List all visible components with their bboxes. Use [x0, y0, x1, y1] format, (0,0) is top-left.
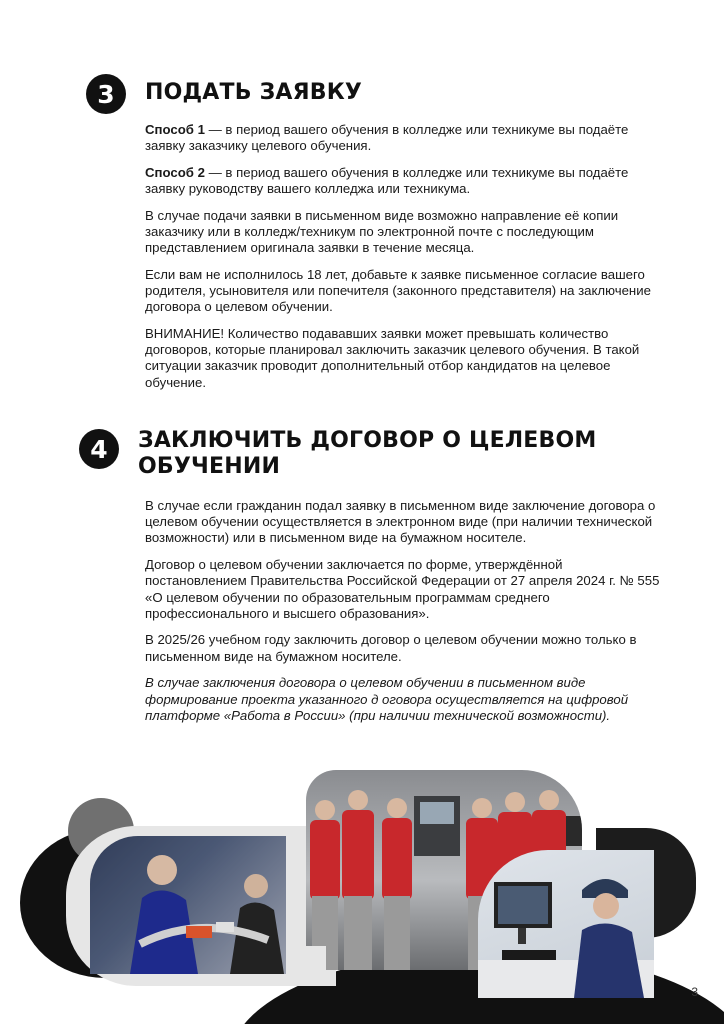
- paragraph: В случае если гражданин подал заявку в письменном виде заключение договора о целевом обучении осуществляется в электронном виде (при наличии технической возможности) или в письменном виде на бумажном носителе.: [145, 498, 656, 546]
- section-body: [145, 122, 660, 401]
- paragraph: Способ 1 — в период вашего обучения в колледже или техникуме вы подаёте заявку заказчику целевого обучения.: [145, 122, 629, 154]
- paragraph: В случае подачи заявки в письменном виде возможно направление её копии заказчику или в колледж/техникум по электронной почте с последующим представлением оригинала заявки в течение месяца.: [145, 207, 619, 256]
- step-number-badge: 3: [86, 74, 126, 114]
- photo-collage: [0, 760, 724, 1024]
- paragraph: Договор о целевом обучении заключается по форме, утверждённой постановлением Правительства Российской Федерации от 27 апреля 2024 г. № 555 «О целевом обучении по образовательным программам среднего профессионального и высшего образования».: [145, 557, 660, 621]
- paragraph: ВНИМАНИЕ! Количество подававших заявки может превышать количество договоров, которые планировал заключить заказчик целевого обучения. В такой ситуации заказчик проводит дополнительный отбор кандидатов на целевое обучение.: [145, 326, 640, 390]
- decorative-frame: [286, 946, 326, 986]
- section-body: [145, 498, 660, 734]
- computer-illustration: [478, 850, 654, 998]
- workshop-photo: [90, 836, 286, 974]
- paragraph: Если вам не исполнилось 18 лет, добавьте к заявке письменное согласие вашего родителя, усыновителя или попечителя (законного представителя) на заключение договора о целевом обучении.: [145, 266, 651, 315]
- paragraph: В 2025/26 учебном году заключить договор о целевом обучении можно только в письменном виде на бумажном носителе.: [145, 632, 637, 664]
- workshop-illustration: [90, 836, 286, 974]
- paragraph: Способ 2 — в период вашего обучения в колледже или техникуме вы подаёте заявку руководству вашего колледжа или техникума.: [145, 164, 629, 197]
- page-number: 3: [691, 985, 698, 999]
- paragraph: В случае заключения договора о целевом обучении в письменном виде формирование проекта указанного д оговора осуществляется на цифровой платформе «Работа в России» (при наличии технической возможности).: [145, 675, 629, 723]
- section-title: ЗАКЛЮЧИТЬ ДОГОВОР О ЦЕЛЕВОМ ОБУЧЕНИИ: [138, 428, 597, 479]
- section-title: ПОДАТЬ ЗАЯВКУ: [145, 80, 363, 105]
- computer-work-photo: [478, 850, 654, 998]
- step-number-badge: 4: [79, 429, 119, 469]
